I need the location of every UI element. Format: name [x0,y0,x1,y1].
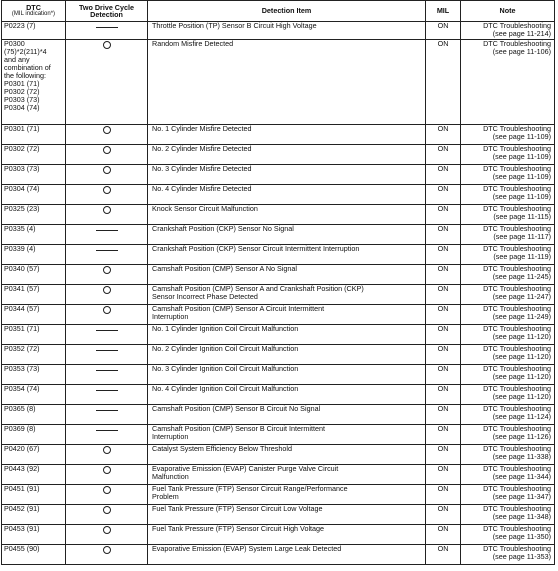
dtc-code-cell: P0420 (67) [2,445,66,465]
note-title: DTC Troubleshooting [483,39,551,48]
dtc-code-cell: P0325 (23) [2,205,66,225]
mil-cell: ON [426,345,461,365]
table-row [2,225,555,245]
circle-icon [103,446,111,454]
mil-cell: ON [426,225,461,245]
dtc-code-cell: P0339 (4) [2,245,66,265]
note-cell [461,22,555,40]
mil-cell: ON [426,205,461,225]
detection-item-cell: Crankshaft Position (CKP) Sensor Circuit Intermittent Interruption [148,245,426,265]
circle-icon [103,41,111,49]
note-cell [461,345,555,365]
detection-item-cell: Fuel Tank Pressure (FTP) Sensor Circuit Range/Performance Problem [148,485,426,505]
page-reference: (see page 11-115) [493,212,551,221]
dtc-code-cell: P0340 (57) [2,265,66,285]
detection-item-cell: Fuel Tank Pressure (FTP) Sensor Circuit Low Voltage [148,505,426,525]
page-reference: (see page 11-245) [492,272,551,281]
detection-item-cell: Throttle Position (TP) Sensor B Circuit High Voltage [148,22,426,40]
table-row [2,22,555,40]
detection-item-cell: No. 3 Cylinder Ignition Coil Circuit Malfunction [148,365,426,385]
table-row [2,125,555,145]
mil-cell: ON [426,305,461,325]
note-title: DTC Troubleshooting [483,304,551,313]
two-drive-cycle-cell [66,305,148,325]
note-title: DTC Troubleshooting [483,264,551,273]
two-drive-cycle-cell [66,385,148,405]
note-header: Note [461,1,555,22]
dtc-code-cell: P0352 (72) [2,345,66,365]
two-drive-header: Two Drive Cycle Detection [66,1,148,22]
detection-item-header: Detection Item [148,1,426,22]
dtc-code-cell: P0443 (92) [2,465,66,485]
dtc-header-label: DTC [26,2,41,12]
table-row [2,145,555,165]
detection-item-cell: Fuel Tank Pressure (FTP) Sensor Circuit High Voltage [148,525,426,545]
table-row [2,40,555,125]
mil-cell: ON [426,425,461,445]
detection-item-cell: Camshaft Position (CMP) Sensor A Circuit Intermittent Interruption [148,305,426,325]
detection-item-cell: Crankshaft Position (CKP) Sensor No Signal [148,225,426,245]
mil-cell: ON [426,445,461,465]
note-cell [461,365,555,385]
dtc-code-cell: P0344 (57) [2,305,66,325]
two-drive-cycle-cell [66,225,148,245]
circle-icon [103,466,111,474]
page-reference: (see page 11-106) [492,47,551,56]
detection-item-cell: Random Misfire Detected [148,40,426,125]
circle-icon [103,146,111,154]
note-title: DTC Troubleshooting [483,444,551,453]
note-cell [461,285,555,305]
page-reference: (see page 11-347) [492,492,551,501]
note-title: DTC Troubleshooting [483,364,551,373]
dash-icon [96,250,118,251]
table-row [2,305,555,325]
detection-item-cell: Camshaft Position (CMP) Sensor B Circuit Intermittent Interruption [148,425,426,445]
two-drive-cycle-cell [66,145,148,165]
note-cell [461,505,555,525]
note-title: DTC Troubleshooting [483,284,551,293]
mil-cell: ON [426,505,461,525]
mil-cell: ON [426,465,461,485]
dtc-code-cell: P0335 (4) [2,225,66,245]
detection-item-cell: Knock Sensor Circuit Malfunction [148,205,426,225]
two-drive-cycle-cell [66,205,148,225]
circle-icon [103,506,111,514]
circle-icon [103,126,111,134]
two-drive-cycle-cell [66,365,148,385]
dtc-code-cell: P0304 (74) [2,185,66,205]
mil-header: MIL [426,1,461,22]
detection-item-cell: Camshaft Position (CMP) Sensor B Circuit No Signal [148,405,426,425]
table-row [2,465,555,485]
mil-cell: ON [426,125,461,145]
note-title: DTC Troubleshooting [483,21,551,30]
detection-item-cell: No. 1 Cylinder Ignition Coil Circuit Malfunction [148,325,426,345]
mil-cell: ON [426,405,461,425]
two-drive-cycle-cell [66,285,148,305]
dtc-table [1,0,555,565]
note-cell [461,265,555,285]
mil-cell: ON [426,485,461,505]
two-drive-cycle-cell [66,245,148,265]
table-row [2,405,555,425]
dtc-code-cell: P0301 (71) [2,125,66,145]
dtc-code-cell: P0354 (74) [2,385,66,405]
note-cell [461,245,555,265]
dash-icon [96,330,118,331]
note-title: DTC Troubleshooting [483,184,551,193]
detection-item-cell: No. 2 Cylinder Misfire Detected [148,145,426,165]
note-title: DTC Troubleshooting [483,124,551,133]
note-title: DTC Troubleshooting [483,544,551,553]
two-drive-cycle-cell [66,345,148,365]
table-row [2,185,555,205]
mil-cell: ON [426,385,461,405]
page-reference: (see page 11-126) [492,432,551,441]
dtc-header-sub: (MIL indication*) [11,11,56,17]
dtc-code-cell: P0300 (75)*2(211)*4 and any combination of the following: P0301 (71) P0302 (72) P0303 (73) P0304 (74) [2,40,66,125]
circle-icon [103,286,111,294]
table-row [2,365,555,385]
note-title: DTC Troubleshooting [483,204,551,213]
two-drive-cycle-cell [66,325,148,345]
page-reference: (see page 11-353) [492,552,551,561]
mil-cell: ON [426,325,461,345]
table-row [2,425,555,445]
note-cell [461,125,555,145]
two-drive-cycle-cell [66,445,148,465]
two-drive-cycle-cell [66,485,148,505]
dtc-code-cell: P0302 (72) [2,145,66,165]
dash-icon [96,27,118,28]
mil-cell: ON [426,365,461,385]
mil-cell: ON [426,165,461,185]
circle-icon [103,546,111,554]
mil-cell: ON [426,285,461,305]
two-drive-cycle-cell [66,125,148,145]
dtc-code-cell: P0455 (90) [2,545,66,565]
page-reference: (see page 11-214) [492,29,551,38]
two-drive-cycle-cell [66,40,148,125]
table-row [2,485,555,505]
dtc-code-cell: P0341 (57) [2,285,66,305]
two-drive-cycle-cell [66,505,148,525]
dtc-code-cell: P0351 (71) [2,325,66,345]
note-title: DTC Troubleshooting [483,344,551,353]
circle-icon [103,206,111,214]
note-cell [461,205,555,225]
dtc-header [2,1,66,22]
mil-cell: ON [426,525,461,545]
detection-item-cell: Catalyst System Efficiency Below Threshold [148,445,426,465]
note-cell [461,465,555,485]
page-reference: (see page 11-120) [492,372,551,381]
page-reference: (see page 11-109) [492,132,551,141]
dtc-code-cell: P0303 (73) [2,165,66,185]
page-reference: (see page 11-124) [492,412,551,421]
table-row [2,165,555,185]
note-cell [461,405,555,425]
dash-icon [96,390,118,391]
page-reference: (see page 11-249) [492,312,551,321]
detection-item-cell: No. 2 Cylinder Ignition Coil Circuit Malfunction [148,345,426,365]
dtc-code-cell: P0353 (73) [2,365,66,385]
table-header-row [2,1,555,22]
two-drive-cycle-cell [66,165,148,185]
note-title: DTC Troubleshooting [483,524,551,533]
note-title: DTC Troubleshooting [483,404,551,413]
note-title: DTC Troubleshooting [483,244,551,253]
note-cell [461,485,555,505]
two-drive-cycle-cell [66,22,148,40]
note-title: DTC Troubleshooting [483,504,551,513]
note-cell [461,145,555,165]
page-reference: (see page 11-117) [493,232,551,241]
detection-item-cell: No. 1 Cylinder Misfire Detected [148,125,426,145]
detection-item-cell: Evaporative Emission (EVAP) Canister Purge Valve Circuit Malfunction [148,465,426,485]
table-row [2,385,555,405]
circle-icon [103,186,111,194]
mil-cell: ON [426,40,461,125]
dash-icon [96,370,118,371]
page-reference: (see page 11-109) [492,152,551,161]
circle-icon [103,486,111,494]
table-row [2,445,555,465]
table-row [2,345,555,365]
note-cell [461,385,555,405]
two-drive-cycle-cell [66,185,148,205]
dtc-code-cell: P0452 (91) [2,505,66,525]
dtc-code-cell: P0451 (91) [2,485,66,505]
mil-cell: ON [426,185,461,205]
circle-icon [103,306,111,314]
note-title: DTC Troubleshooting [483,464,551,473]
table-row [2,325,555,345]
page-reference: (see page 11-120) [492,392,551,401]
note-cell [461,525,555,545]
two-drive-cycle-cell [66,465,148,485]
circle-icon [103,526,111,534]
note-cell [461,40,555,125]
page-reference: (see page 11-120) [492,332,551,341]
page-reference: (see page 11-119) [493,252,551,261]
mil-cell: ON [426,145,461,165]
note-title: DTC Troubleshooting [483,144,551,153]
page-reference: (see page 11-350) [492,532,551,541]
dtc-code-cell: P0369 (8) [2,425,66,445]
two-drive-cycle-cell [66,425,148,445]
two-drive-cycle-cell [66,545,148,565]
note-cell [461,185,555,205]
mil-cell: ON [426,22,461,40]
dtc-table-page [1,0,554,569]
dash-icon [96,410,118,411]
detection-item-cell: Camshaft Position (CMP) Sensor A and Crankshaft Position (CKP) Sensor Incorrect Phase Detected [148,285,426,305]
circle-icon [103,166,111,174]
page-reference: (see page 11-348) [492,512,551,521]
note-cell [461,225,555,245]
page-reference: (see page 11-109) [492,172,551,181]
note-title: DTC Troubleshooting [483,384,551,393]
page-reference: (see page 11-120) [492,352,551,361]
note-title: DTC Troubleshooting [483,224,551,233]
note-cell [461,425,555,445]
page-reference: (see page 11-338) [492,452,551,461]
note-title: DTC Troubleshooting [483,164,551,173]
page-reference: (see page 11-109) [492,192,551,201]
two-drive-cycle-cell [66,265,148,285]
table-row [2,525,555,545]
detection-item-cell: No. 4 Cylinder Misfire Detected [148,185,426,205]
dash-icon [96,230,118,231]
note-cell [461,305,555,325]
note-cell [461,545,555,565]
page-reference: (see page 11-247) [492,292,551,301]
detection-item-cell: Camshaft Position (CMP) Sensor A No Signal [148,265,426,285]
table-row [2,205,555,225]
detection-item-cell: Evaporative Emission (EVAP) System Large Leak Detected [148,545,426,565]
detection-item-cell: No. 3 Cylinder Misfire Detected [148,165,426,185]
dtc-code-cell: P0453 (91) [2,525,66,545]
table-row [2,505,555,525]
note-cell [461,445,555,465]
note-title: DTC Troubleshooting [483,424,551,433]
table-row [2,245,555,265]
two-drive-cycle-cell [66,525,148,545]
table-row [2,265,555,285]
dash-icon [96,350,118,351]
dtc-code-cell: P0365 (8) [2,405,66,425]
note-title: DTC Troubleshooting [483,324,551,333]
table-row [2,285,555,305]
table-row [2,545,555,565]
page-reference: (see page 11-344) [492,472,551,481]
note-cell [461,325,555,345]
mil-cell: ON [426,245,461,265]
dtc-code-cell: P0223 (7) [2,22,66,40]
mil-cell: ON [426,265,461,285]
circle-icon [103,266,111,274]
two-drive-cycle-cell [66,405,148,425]
note-cell [461,165,555,185]
dash-icon [96,430,118,431]
detection-item-cell: No. 4 Cylinder Ignition Coil Circuit Malfunction [148,385,426,405]
note-title: DTC Troubleshooting [483,484,551,493]
mil-cell: ON [426,545,461,565]
